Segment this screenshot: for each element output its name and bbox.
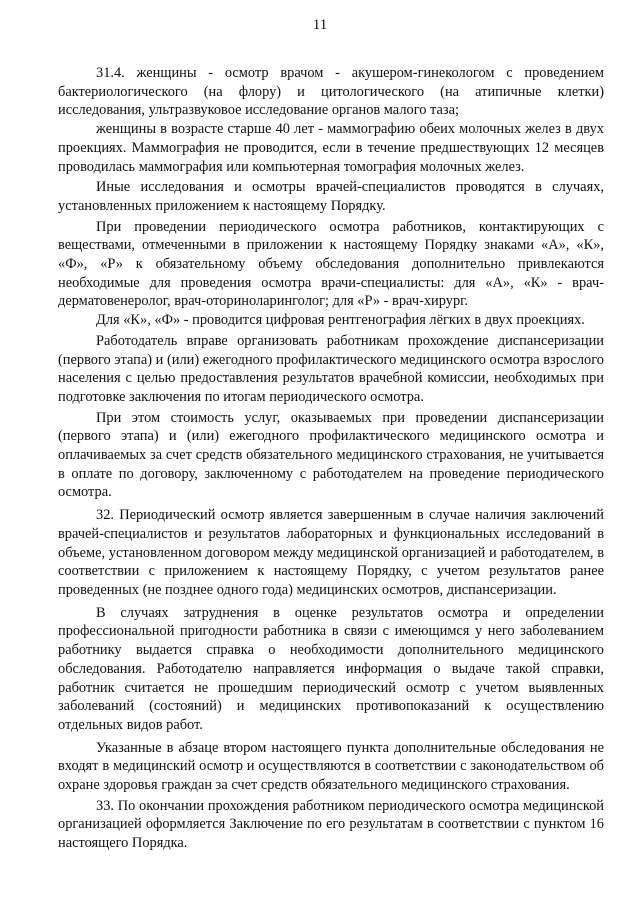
paragraph-digital-radiography: Для «К», «Ф» - проводится цифровая рентгенография лёгких в двух проекциях.	[96, 312, 585, 329]
paragraph-mammography: женщины в возрасте старше 40 лет - маммографию обеих молочных желез в двух проекциях. Маммография не проводится, если в течение предшествующих 12 месяцев проводилась маммография или компьютерная томография молочных желез.	[58, 121, 604, 175]
paragraph-other-examinations: Иные исследования и осмотры врачей-специалистов проводятся в случаях, установленных приложением к настоящему Порядку.	[58, 179, 604, 214]
paragraph-difficulty-assessment: В случаях затруднения в оценке результатов осмотра и определении профессиональной пригодности работника в связи с имеющимся у него заболеванием работнику выдается справка о необходимости дополнительного медицинского обследования. Работодателю направляется информация о выдаче такой справки, работник считается не прошедшим периодический осмотр с учетом выявленных заболеваний (состояний) и медицинских противопоказаний к осуществлению отдельных видов работ.	[58, 604, 604, 733]
paragraph-employer-dispensarization: Работодатель вправе организовать работникам прохождение диспансеризации (первого этапа) и (или) ежегодного профилактического медицинского осмотра взрослого населения с целью предоставления результатов врачебной комиссии, необходимых при подготовке заключения по итогам периодического осмотра.	[58, 332, 604, 405]
paragraph-additional-examinations: Указанные в абзаце втором настоящего пункта дополнительные обследования не входят в медицинский осмотр и осуществляются в соответствии с законодательством об охране здоровья граждан за счет средств обязательного медицинского страхования.	[58, 739, 604, 794]
page-number: 11	[312, 17, 328, 33]
paragraph-33-conclusion: 33. По окончании прохождения работником периодического осмотра медицинской организацией оформляется Заключение по его результатам в соответствии с пунктом 16 настоящего Порядка.	[58, 797, 604, 852]
document-body	[58, 64, 604, 853]
paragraph-32-periodic-exam-completed: 32. Периодический осмотр является завершенным в случае наличия заключений врачей-специалистов и результатов лабораторных и функциональных исследований в объеме, установленном договором между медицинской организацией и работодателем, в соответствии с приложением к настоящему Порядку, с учетом результатов ранее проведенных (не позднее одного года) медицинских осмотров, диспансеризации.	[58, 507, 604, 598]
paragraph-service-cost: При этом стоимость услуг, оказываемых при проведении диспансеризации (первого этапа) и (или) ежегодного профилактического медицинского осмотра и оплачиваемых за счет средств обязательного медицинского страхования, не учитывается в оплате по договору, заключенному с работодателем на проведение периодического осмотра.	[58, 409, 604, 501]
paragraph-31-4-women-gynecology: 31.4. женщины - осмотр врачом - акушером-гинекологом с проведением бактериологического (на флору) и цитологического (на атипичные клетки) исследования, ультразвуковое исследование органов малого таза;	[58, 65, 604, 119]
paragraph-marked-substances: При проведении периодического осмотра работников, контактирующих с веществами, отмеченными в приложении к настоящему Порядку знаками «А», «К», «Ф», «Р» к обязательному объему обследования дополнительно привлекаются необходимые для проведения осмотра врачи-специалисты: для «А», «К» - врач-дерматовенеролог, врач-оториноларинголог; для «Р» - врач-хирург.	[58, 218, 604, 310]
